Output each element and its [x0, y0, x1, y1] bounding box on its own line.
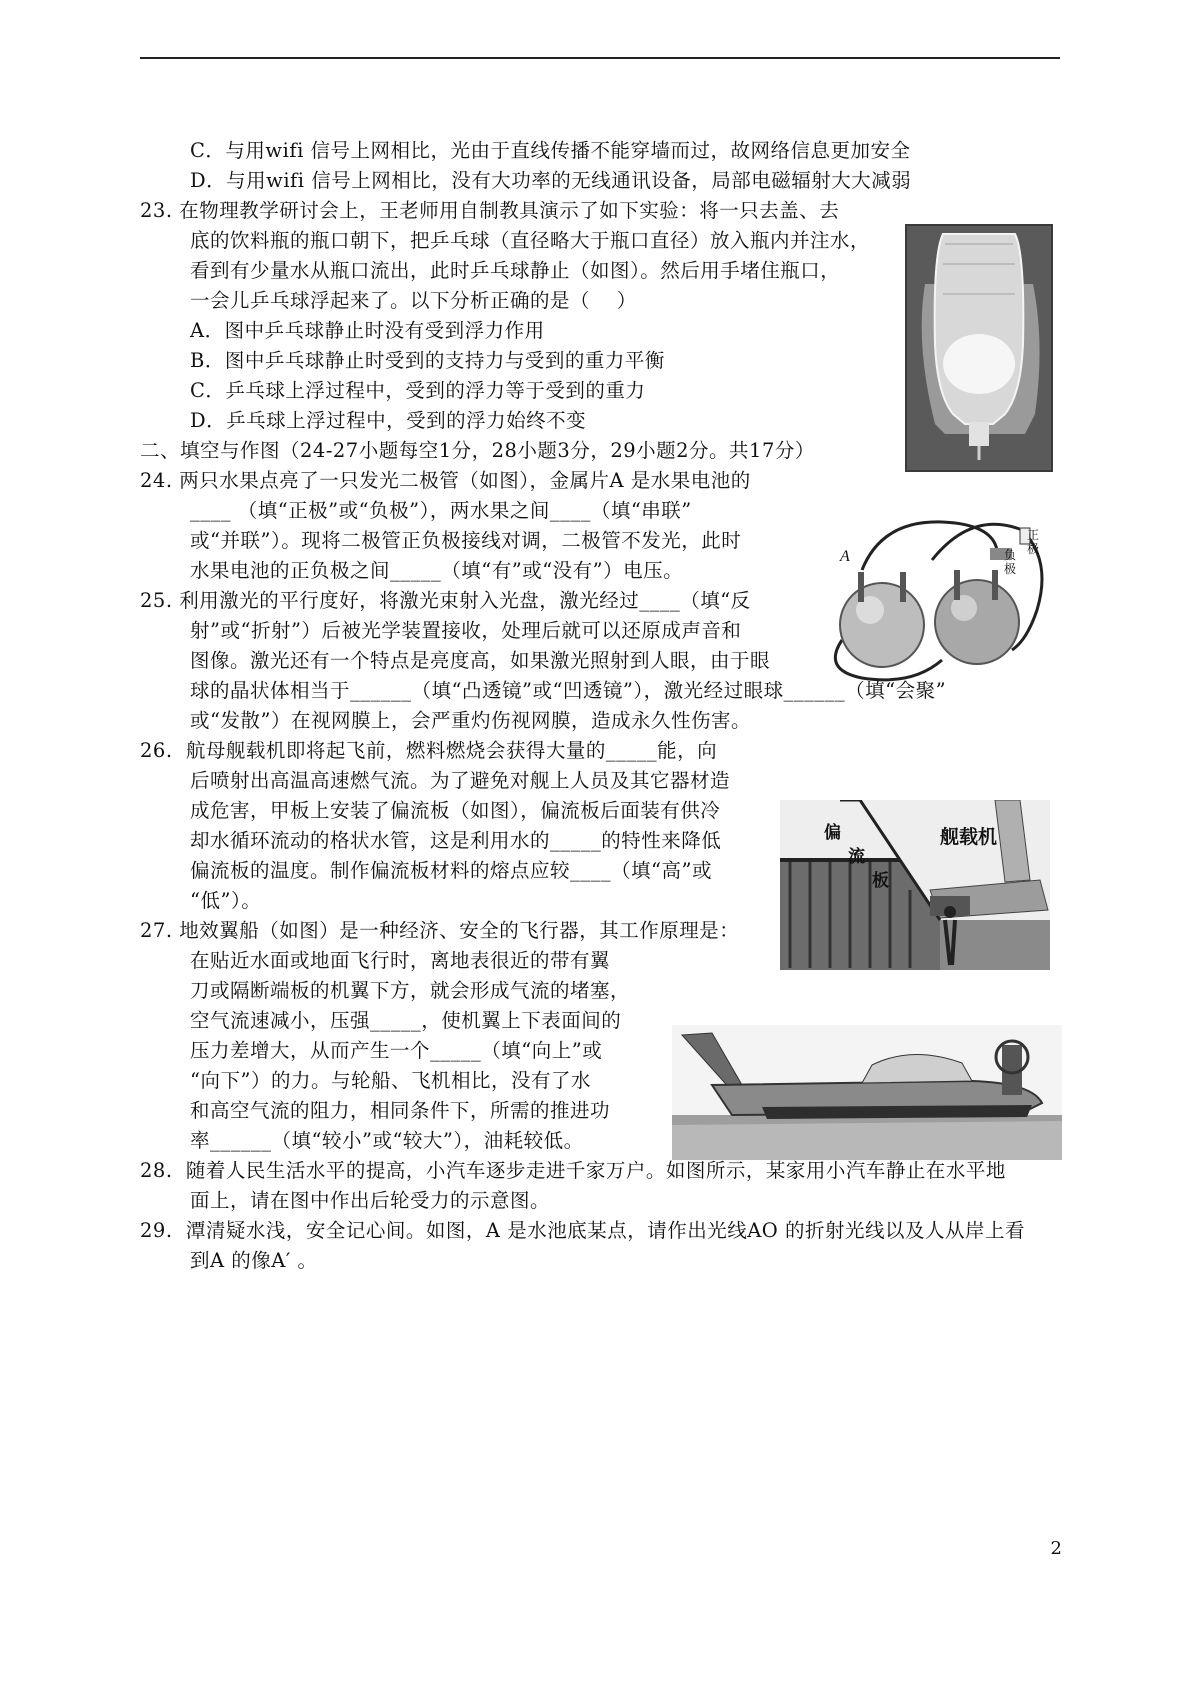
fig-label-deflector-3: 板 [872, 871, 889, 891]
q26-stem-line1: 26. 航母舰载机即将起飞前，燃料燃烧会获得大量的_____能，向 [140, 739, 718, 762]
q23-stem-line1: 23. 在物理教学研讨会上，王老师用自制教具演示了如下实验：将一只去盖、去 [140, 199, 840, 222]
q27-stem-line1: 27. 地效翼船（如图）是一种经济、安全的飞行器，其工作原理是： [140, 919, 740, 942]
q23-stem-line2: 底的饮料瓶的瓶口朝下，把乒乓球（直径略大于瓶口直径）放入瓶内并注水， [190, 229, 871, 252]
q22-option-c: C．与用wifi 信号上网相比，光由于直线传播不能穿墙而过，故网络信息更加安全 [190, 139, 911, 162]
q23-option-c: C．乒乓球上浮过程中，受到的浮力等于受到的重力 [190, 379, 646, 402]
q23-stem-line3: 看到有少量水从瓶口流出，此时乒乓球静止（如图）。然后用手堵住瓶口， [190, 259, 841, 282]
q26-stem-line5: 偏流板的温度。制作偏流板材料的熔点应较____（填“高”或 [190, 859, 712, 882]
q27-stem-line4: 空气流速减小，压强_____，使机翼上下表面间的 [190, 1009, 622, 1032]
q26-stem-line6: “低”）。 [190, 889, 262, 912]
bottle-experiment-figure [905, 224, 1053, 472]
fig-label-negative: 负极 [1004, 548, 1017, 576]
q27-stem-line6: “向下”）的力。与轮船、飞机相比，没有了水 [190, 1069, 591, 1092]
q27-stem-line2: 在贴近水面或地面飞行时，离地表很近的带有翼 [190, 949, 611, 972]
q25-stem-line1: 25. 利用激光的平行度好，将激光束射入光盘，激光经过____（填“反 [140, 589, 751, 612]
q26-stem-line3: 成危害，甲板上安装了偏流板（如图），偏流板后面装有供冷 [190, 799, 721, 822]
q29-stem-line2: 到A 的像A′ 。 [190, 1249, 318, 1272]
page-number: 2 [1050, 1538, 1062, 1559]
q25-stem-line2: 射”或“折射”）后被光学装置接收，处理后就可以还原成声音和 [190, 619, 742, 642]
fig-label-deflector-1: 偏 [824, 823, 841, 843]
q27-stem-line3: 刀或隔断端板的机翼下方，就会形成气流的堵塞， [190, 979, 631, 1002]
fig-label-positive: 正极 [1027, 528, 1040, 556]
section2-heading: 二、填空与作图（24-27小题每空1分，28小题3分，29小题2分。共17分） [140, 439, 815, 462]
q25-stem-line4: 球的晶状体相当于______（填“凸透镜”或“凹透镜”），激光经过眼球______（填“会聚” [190, 679, 947, 702]
q25-stem-line3: 图像。激光还有一个特点是亮度高，如果激光照射到人眼，由于眼 [190, 649, 771, 672]
ground-effect-vehicle-figure [672, 1025, 1062, 1160]
q22-option-d: D．与用wifi 信号上网相比，没有大功率的无线通讯设备，局部电磁辐射大大减弱 [190, 169, 912, 192]
q23-stem-line4: 一会儿乒乓球浮起来了。以下分析正确的是（ ） [190, 289, 637, 312]
q26-stem-line2: 后喷射出高温高速燃气流。为了避免对舰上人员及其它器材造 [190, 769, 731, 792]
q25-stem-line5: 或“发散”）在视网膜上，会严重灼伤视网膜，造成永久性伤害。 [190, 709, 751, 732]
header-rule [140, 57, 1060, 59]
fig-label-deflector-2: 流 [848, 847, 865, 867]
q23-option-d: D．乒乓球上浮过程中，受到的浮力始终不变 [190, 409, 587, 432]
carrier-deflector-figure [780, 800, 1050, 970]
fig-label-a: A [840, 548, 850, 565]
q28-stem-line2: 面上，请在图中作出后轮受力的示意图。 [190, 1189, 551, 1212]
q28-stem-line1: 28. 随着人民生活水平的提高，小汽车逐步走进千家万户。如图所示，某家用小汽车静止在水平地 [140, 1159, 1006, 1182]
q24-stem-line3: 或“并联”）。现将二极管正负极接线对调，二极管不发光，此时 [190, 529, 742, 552]
q26-stem-line4: 却水循环流动的格状水管，这是利用水的_____的特性来降低 [190, 829, 722, 852]
q24-stem-line2: ____ （填“正极”或“负极”），两水果之间____（填“串联” [190, 499, 692, 522]
fig-label-plane: 舰载机 [940, 826, 998, 848]
q27-stem-line8: 率______（填“较小”或“较大”），油耗较低。 [190, 1129, 584, 1152]
q23-option-b: B．图中乒乓球静止时受到的支持力与受到的重力平衡 [190, 349, 665, 372]
fruit-battery-figure [822, 500, 1058, 686]
q24-stem-line1: 24. 两只水果点亮了一只发光二极管（如图），金属片A 是水果电池的 [140, 469, 751, 492]
q23-option-a: A．图中乒乓球静止时没有受到浮力作用 [190, 319, 545, 342]
q27-stem-line5: 压力差增大，从而产生一个_____（填“向上”或 [190, 1039, 603, 1062]
q27-stem-line7: 和高空气流的阻力，相同条件下，所需的推进功 [190, 1099, 611, 1122]
q24-stem-line4: 水果电池的正负极之间_____（填“有”或“没有”）电压。 [190, 559, 684, 582]
q29-stem-line1: 29. 潭清疑水浅，安全记心间。如图，A 是水池底某点，请作出光线AO 的折射光线以及人从岸上看 [140, 1219, 1025, 1242]
